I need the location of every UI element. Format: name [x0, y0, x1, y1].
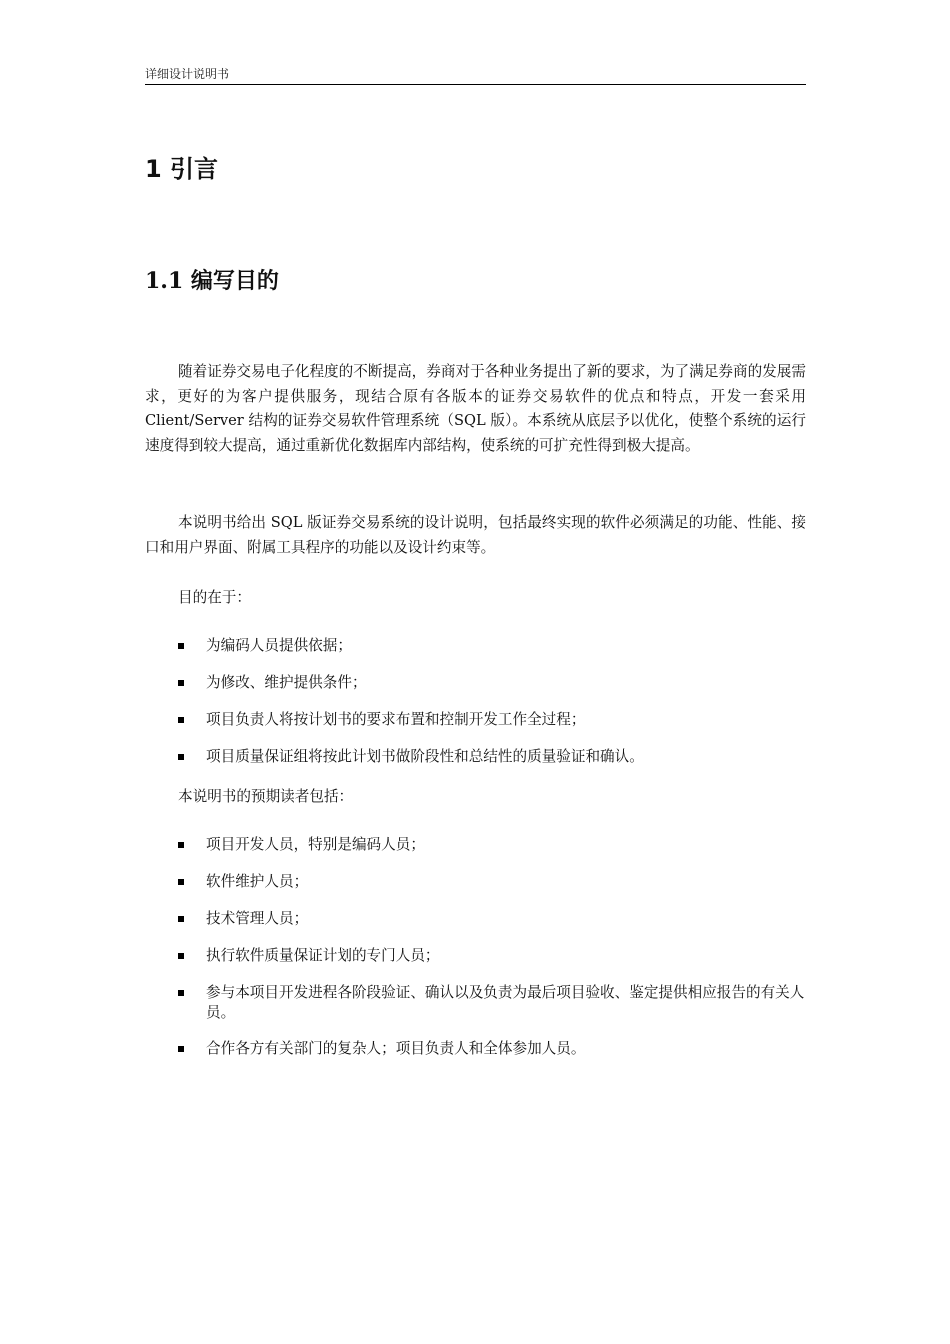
list-item: [145, 747, 806, 784]
list-item: [145, 872, 806, 909]
list-item: [145, 983, 806, 1039]
readers-list: [145, 835, 806, 1076]
purpose-list: [145, 636, 806, 784]
square-bullet-icon: [178, 680, 184, 686]
list-item-text: 为编码人员提供依据；: [206, 637, 352, 654]
list-item: [145, 909, 806, 946]
square-bullet-icon: [178, 754, 184, 760]
purpose-intro: 目的在于：: [178, 589, 251, 606]
list-item-text: 项目开发人员，特别是编码人员；: [206, 836, 425, 853]
list-item-text: 参与本项目开发进程各阶段验证、确认以及负责为最后项目验收、鉴定提供相应报告的有关人员。: [206, 984, 805, 1021]
list-item-text: 为修改、维护提供条件；: [206, 674, 367, 691]
list-item-text: 合作各方有关部门的复杂人；项目负责人和全体参加人员。: [206, 1040, 586, 1057]
list-item: [145, 835, 806, 872]
scope-paragraph: 本说明书给出 SQL 版证券交易系统的设计说明，包括最终实现的软件必须满足的功能、性能、接口和用户界面、附属工具程序的功能以及设计约束等。: [145, 514, 806, 556]
running-header: 详细设计说明书: [145, 66, 806, 85]
square-bullet-icon: [178, 916, 184, 922]
document-page: [145, 0, 806, 1344]
square-bullet-icon: [178, 879, 184, 885]
square-bullet-icon: [178, 990, 184, 996]
list-item: [145, 946, 806, 983]
list-item-text: 项目质量保证组将按此计划书做阶段性和总结性的质量验证和确认。: [206, 748, 644, 765]
square-bullet-icon: [178, 1046, 184, 1052]
square-bullet-icon: [178, 717, 184, 723]
list-item-text: 项目负责人将按计划书的要求布置和控制开发工作全过程；: [206, 711, 586, 728]
list-item: [145, 636, 806, 673]
intro-paragraph: 随着证券交易电子化程度的不断提高，券商对于各种业务提出了新的要求，为了满足券商的发展需求，更好的为客户提供服务，现结合原有各版本的证券交易软件的优点和特点，开发一套采用 Client/Server 结构的证券交易软件管理系统（SQL 版）。本系统从底层予以优化，使整个系统的运行速度得到较大提高，通过重新优化数据库内部结构，使系统的可扩充性得到极大提高。: [145, 363, 806, 454]
list-item: [145, 673, 806, 710]
section-heading: 1 引言: [145, 155, 219, 183]
list-item-text: 软件维护人员；: [206, 873, 309, 890]
square-bullet-icon: [178, 953, 184, 959]
list-item: [145, 710, 806, 747]
list-item-text: 技术管理人员；: [206, 910, 309, 927]
list-item-text: 执行软件质量保证计划的专门人员；: [206, 947, 440, 964]
square-bullet-icon: [178, 643, 184, 649]
square-bullet-icon: [178, 842, 184, 848]
readers-intro: 本说明书的预期读者包括：: [178, 788, 354, 805]
list-item: [145, 1039, 806, 1076]
subsection-heading: 1.1 编写目的: [145, 268, 279, 294]
